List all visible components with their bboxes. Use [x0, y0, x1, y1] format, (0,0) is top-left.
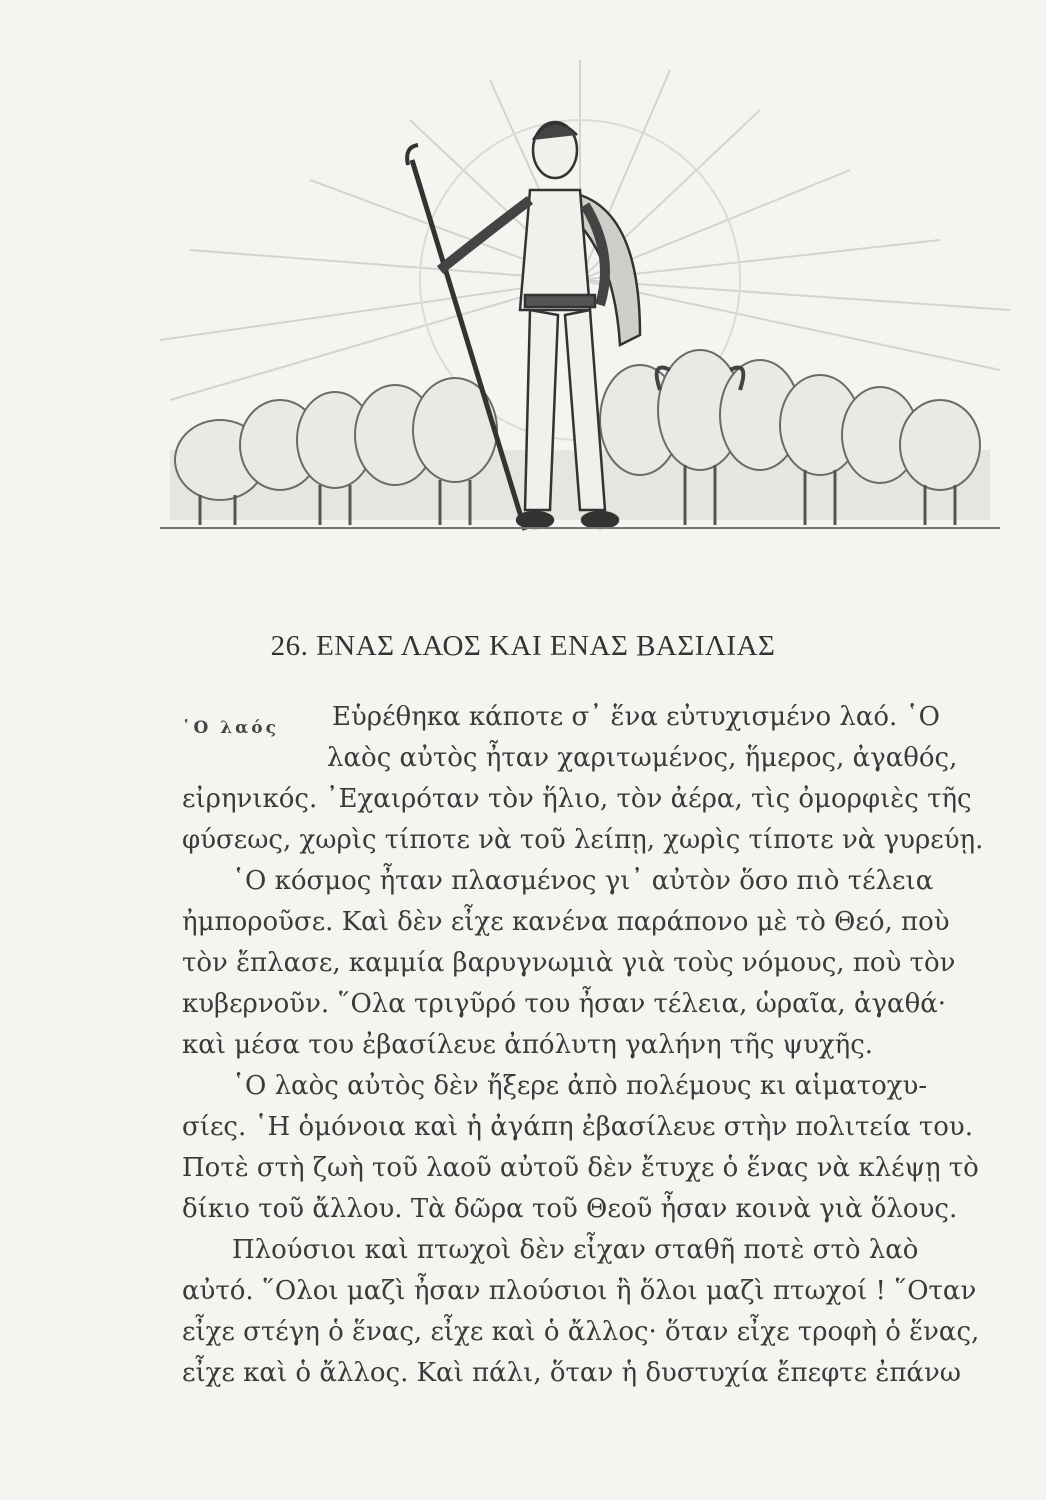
text-line: Εὑρέθηκα κάποτε σ᾽ ἕνα εὐτυχισμένο λαό. ῾Ο — [332, 702, 940, 732]
text-line: λαὸς αὐτὸς ἦταν χαριτωμένος, ἥμερος, ἀγαθός, — [327, 743, 958, 773]
shepherd-with-flock-illustration — [160, 40, 1010, 540]
text-line: δίκιο τοῦ ἄλλου. Τὰ δῶρα τοῦ Θεοῦ ἦσαν κοινὰ γιὰ ὅλους. — [182, 1194, 958, 1224]
text-line: Ποτὲ στὴ ζωὴ τοῦ λαοῦ αὐτοῦ δὲν ἔτυχε ὁ ἕνας νὰ κλέψῃ τὸ — [182, 1153, 979, 1183]
text-line: κυβερνοῦν. ῞Ολα τριγῦρό του ἦσαν τέλεια, ὡραῖα, ἀγαθά· — [182, 989, 947, 1019]
text-line: σίες. ῾Η ὁμόνοια καὶ ἡ ἀγάπη ἐβασίλευε στὴν πολιτεία του. — [182, 1112, 973, 1142]
text-line: εἰρηνικός. ᾿Εχαιρόταν τὸν ἥλιο, τὸν ἀέρα, τὶς ὀμορφιὲς τῆς — [182, 784, 972, 814]
text-line: τὸν ἔπλασε, καμμία βαρυγνωμιὰ γιὰ τοὺς νόμους, ποὺ τὸν — [182, 948, 956, 978]
chapter-title: 26. ΕΝΑΣ ΛΑΟΣ ΚΑΙ ΕΝΑΣ ΒΑΣΙΛΙΑΣ — [270, 630, 776, 662]
text-line: ἠμποροῦσε. Καὶ δὲν εἶχε κανένα παράπονο μὲ τὸ Θεό, ποὺ — [182, 907, 950, 937]
text-line: εἶχε καὶ ὁ ἄλλος. Καὶ πάλι, ὅταν ἡ δυστυχία ἔπεφτε ἐπάνω — [182, 1358, 961, 1388]
margin-note: ῾Ο λαός — [182, 718, 279, 738]
text-line: αὐτό. ῞Ολοι μαζὶ ἦσαν πλούσιοι ἢ ὅλοι μαζὶ πτωχοί ! ῞Οταν — [182, 1276, 977, 1306]
text-line: ῾Ο λαὸς αὐτὸς δὲν ἤξερε ἀπὸ πολέμους κι αἱματοχυ- — [232, 1071, 928, 1101]
text-line: Πλούσιοι καὶ πτωχοὶ δὲν εἶχαν σταθῆ ποτὲ στὸ λαὸ — [232, 1235, 919, 1265]
text-line: ῾Ο κόσμος ἦταν πλασμένος γι᾽ αὐτὸν ὅσο πιὸ τέλεια — [232, 866, 934, 896]
text-line: καὶ μέσα του ἐβασίλευε ἀπόλυτη γαλήνη τῆς ψυχῆς. — [182, 1030, 874, 1060]
text-line: εἶχε στέγη ὁ ἕνας, εἶχε καὶ ὁ ἄλλος· ὅταν εἶχε τροφὴ ὁ ἕνας, — [182, 1317, 980, 1347]
text-line: φύσεως, χωρὶς τίποτε νὰ τοῦ λείπῃ, χωρὶς τίποτε νὰ γυρεύῃ. — [182, 825, 984, 855]
